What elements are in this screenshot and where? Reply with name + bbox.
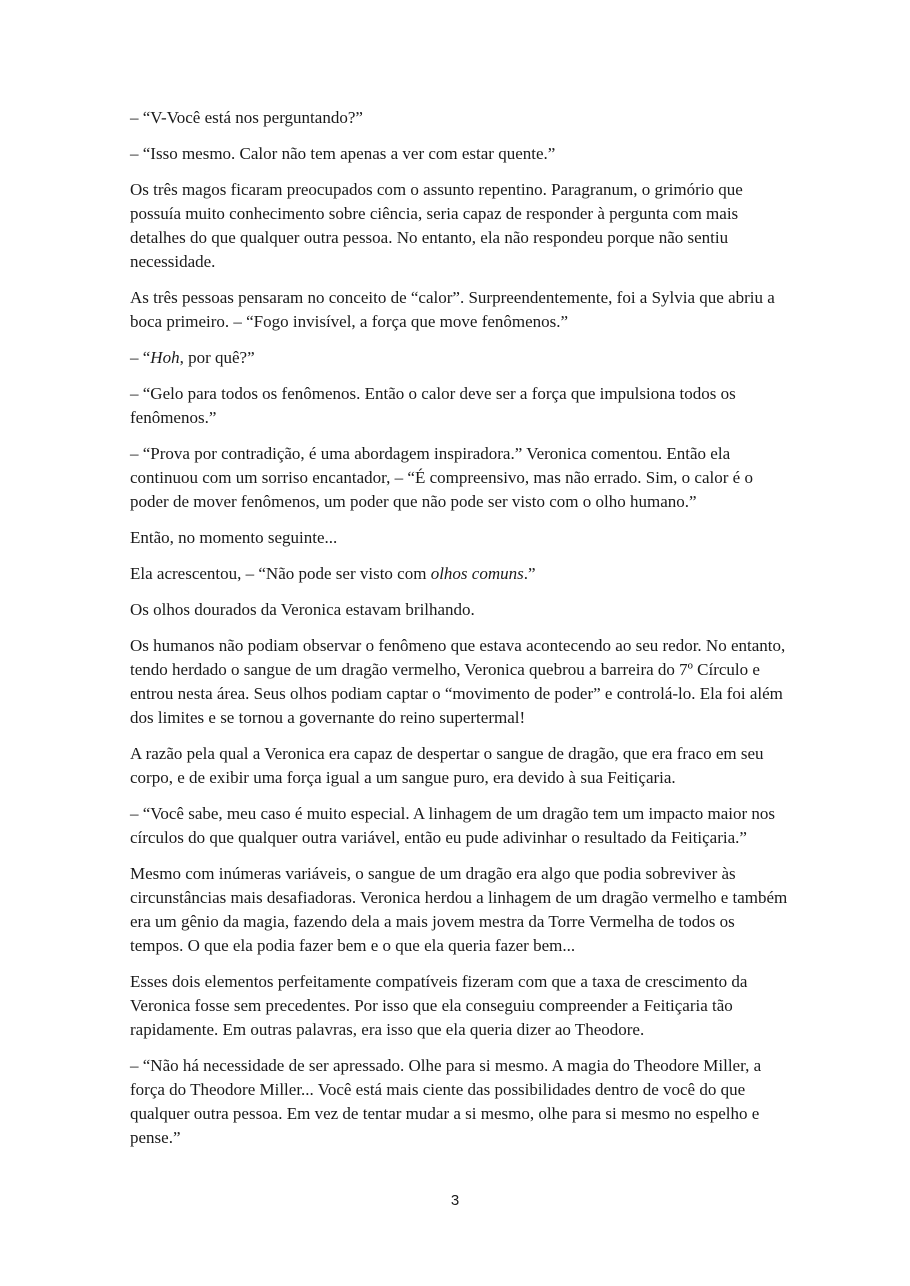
body-text	[130, 106, 790, 1162]
paragraph: Então, no momento seguinte...	[130, 528, 338, 547]
paragraph: – “Gelo para todos os fenômenos. Então o calor deve ser a força que impulsiona todos os fenômenos.”	[130, 384, 736, 427]
page-number: 3	[450, 1192, 460, 1209]
paragraph: – “Não há necessidade de ser apressado. Olhe para si mesmo. A magia do Theodore Miller, a força do Theodore Miller... Você está mais ciente das possibilidades dentro de você do que qualquer outra pessoa. Em vez de tentar mudar a si mesmo, olhe para si mesmo no espelho e pense.”	[130, 1056, 762, 1147]
paragraph: – “V-Você está nos perguntando?”	[130, 108, 363, 127]
paragraph: – “Prova por contradição, é uma abordagem inspiradora.” Veronica comentou. Então ela continuou com um sorriso encantador, – “É compreensivo, mas não errado. Sim, o calor é o poder de mover fenômenos, um poder que não pode ser visto com o olho humano.”	[130, 444, 753, 511]
paragraph: Esses dois elementos perfeitamente compatíveis fizeram com que a taxa de crescimento da Veronica fosse sem precedentes. Por isso que ela conseguiu compreender a Feitiçaria tão rapidamente. Em outras palavras, era isso que ela queria dizer ao Theodore.	[130, 972, 748, 1039]
paragraph	[130, 562, 790, 586]
italic-text: olhos comuns	[430, 564, 524, 583]
paragraph-text: .”	[523, 564, 536, 583]
paragraph: – “Isso mesmo. Calor não tem apenas a ver com estar quente.”	[130, 144, 556, 163]
paragraph-text: Ela acrescentou, – “Não pode ser visto com	[130, 564, 431, 583]
paragraph-text: – “	[130, 348, 151, 367]
paragraph: As três pessoas pensaram no conceito de “calor”. Surpreendentemente, foi a Sylvia que abriu a boca primeiro. – “Fogo invisível, a força que move fenômenos.”	[130, 288, 775, 331]
paragraph	[130, 346, 790, 370]
italic-text: Hoh	[150, 348, 180, 367]
paragraph: Mesmo com inúmeras variáveis, o sangue de um dragão era algo que podia sobreviver às circunstâncias mais desafiadoras. Veronica herdou a linhagem de um dragão vermelho e também era um gênio da magia, fazendo dela a mais jovem mestra da Torre Vermelha de todos os tempos. O que ela podia fazer bem e o que ela queria fazer bem...	[130, 864, 788, 955]
paragraph: Os humanos não podiam observar o fenômeno que estava acontecendo ao seu redor. No entanto, tendo herdado o sangue de um dragão vermelho, Veronica quebrou a barreira do 7º Círculo e entrou nesta área. Seus olhos podiam captar o “movimento de poder” e controlá-lo. Ela foi além dos limites e se tornou a governante do reino supertermal!	[130, 636, 786, 727]
paragraph: Os três magos ficaram preocupados com o assunto repentino. Paragranum, o grimório que possuía muito conhecimento sobre ciência, seria capaz de responder à pergunta com mais detalhes do que qualquer outra pessoa. No entanto, ela não respondeu porque não sentiu necessidade.	[130, 180, 743, 271]
paragraph: A razão pela qual a Veronica era capaz de despertar o sangue de dragão, que era fraco em seu corpo, e de exibir uma força igual a um sangue puro, era devido à sua Feitiçaria.	[130, 744, 764, 787]
paragraph: – “Você sabe, meu caso é muito especial. A linhagem de um dragão tem um impacto maior nos círculos do que qualquer outra variável, então eu pude adivinhar o resultado da Feitiçaria.”	[130, 804, 776, 847]
paragraph-text: , por quê?”	[179, 348, 255, 367]
paragraph: Os olhos dourados da Veronica estavam brilhando.	[130, 600, 475, 619]
